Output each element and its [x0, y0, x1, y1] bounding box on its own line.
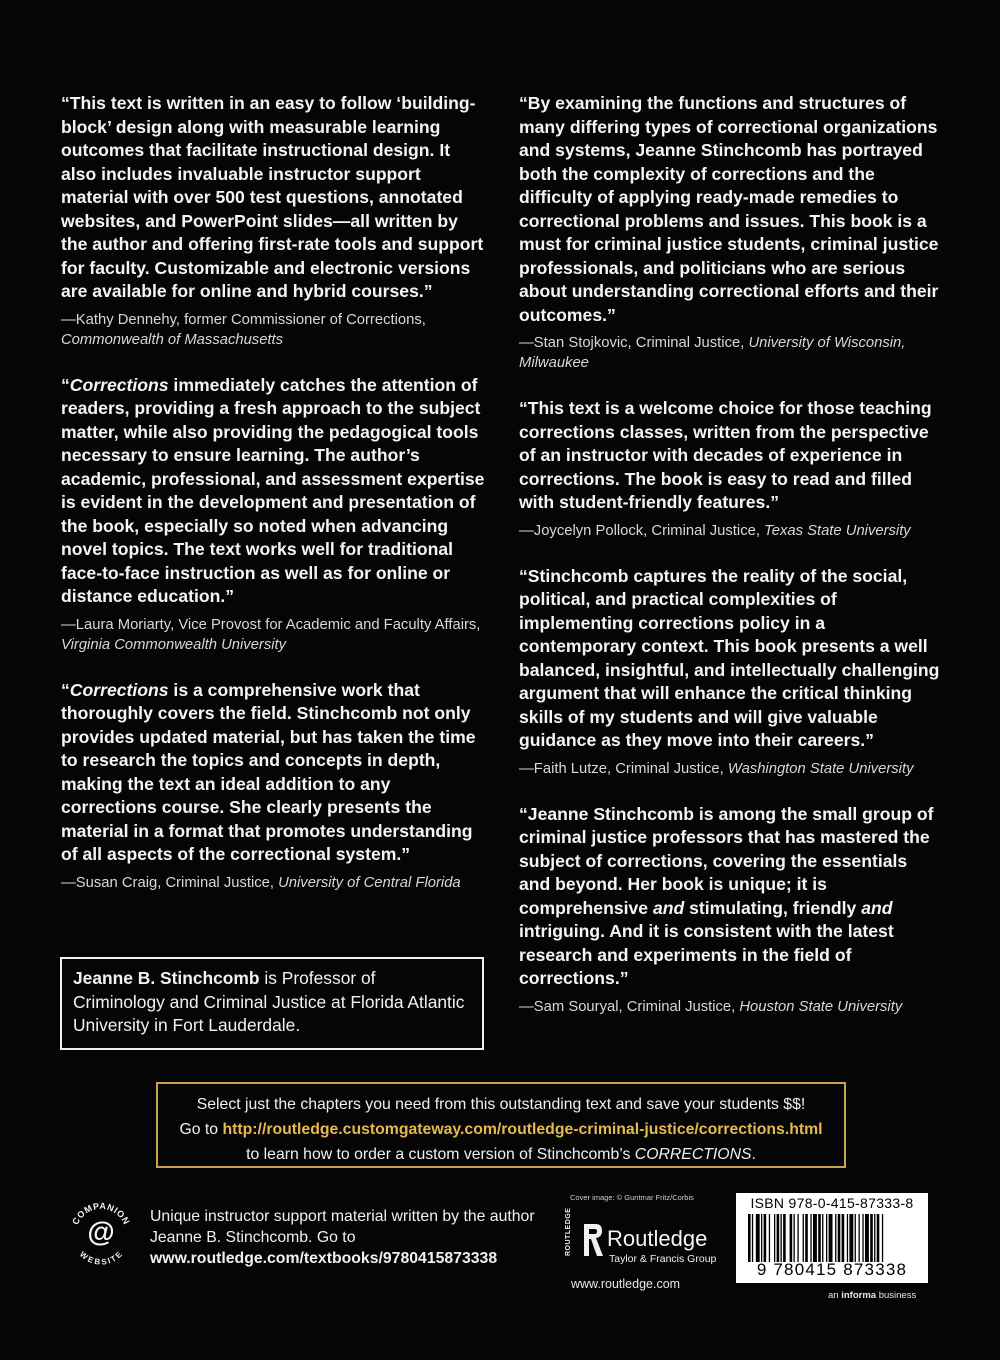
barcode-bar: [835, 1214, 836, 1262]
barcode-bar: [870, 1214, 873, 1262]
companion-text: Unique instructor support material written by the author Jeanne B. Stinchcomb. Go to www.routledge.com/textbooks/9780415873338: [150, 1208, 535, 1267]
barcode-bar: [847, 1214, 848, 1262]
attribution-stojkovic: —Stan Stojkovic, Criminal Justice, University of Wisconsin, Milwaukee: [519, 335, 906, 371]
attribution-craig: —Susan Craig, Criminal Justice, University of Central Florida: [61, 874, 461, 891]
barcode-bar: [838, 1214, 841, 1262]
barcode-bar: [794, 1214, 795, 1262]
at-sign-icon: @: [87, 1216, 115, 1247]
left-column: [61, 92, 486, 917]
barcode-bar: [805, 1214, 808, 1262]
barcode-bar: [874, 1214, 875, 1262]
attribution-lutze: —Faith Lutze, Criminal Justice, Washington State University: [519, 760, 914, 777]
quote-souryal: “Jeanne Stinchcomb is among the small group of criminal justice professors that has mastered the subject of corrections, covering the essentials and beyond. Her book is unique; it is comprehensive and stimulating, friendly and intriguing. And it is consistent with the latest research and experiments in the field of corrections.”: [519, 803, 934, 988]
barcode-bar: [849, 1214, 853, 1262]
barcode-bar: [842, 1214, 845, 1262]
barcode-bar: [865, 1214, 869, 1262]
cover-credit: Cover image: © Guntmar Fritz/Corbis: [570, 1193, 694, 1202]
barcode-bar: [803, 1214, 804, 1262]
barcode-bar: [781, 1214, 782, 1262]
barcode-bar: [810, 1214, 811, 1262]
custom-line-1: Select just the chapters you need from this outstanding text and save your students $$!: [196, 1096, 806, 1113]
companion-badge-top-text: COMPANION: [70, 1200, 132, 1227]
attribution-dennehy: —Kathy Dennehy, former Commissioner of Corrections, Commonwealth of Massachusetts: [61, 311, 426, 348]
barcode-bar: [756, 1214, 760, 1262]
barcode-bar: [877, 1214, 880, 1262]
barcode-bar: [862, 1214, 863, 1262]
isbn-label: ISBN 978-0-415-87333-8: [750, 1195, 914, 1211]
isbn-barcode: [736, 1193, 928, 1283]
barcode-bar: [764, 1214, 767, 1262]
attribution-pollock: —Joycelyn Pollock, Criminal Justice, Texas State University: [519, 522, 911, 539]
companion-url[interactable]: www.routledge.com/textbooks/9780415873338: [150, 1250, 498, 1267]
publisher-name: Routledge: [607, 1226, 708, 1251]
barcode-bar: [761, 1214, 762, 1262]
quote-dennehy: “This text is written in an easy to follow ‘building-block’ design along with measurable learning outcomes that facilitate instructional design. It also includes invaluable instructor support material with over 500 test questions, annotated websites, and PowerPoint slides—all written by the author and offering first-rate tools and support for faculty. Customizable and electronic versions are available for online and hybrid courses.”: [61, 93, 484, 301]
barcode-bar: [829, 1214, 833, 1262]
barcode-bar: [790, 1214, 793, 1262]
custom-line-2: Go to http://routledge.customgateway.com/routledge-criminal-justice/corrections.html: [179, 1121, 823, 1138]
barcode-bar: [769, 1214, 770, 1262]
barcode-bar: [783, 1214, 786, 1262]
barcode-bar: [777, 1214, 780, 1262]
barcode-bar: [826, 1214, 827, 1262]
right-column: [519, 92, 943, 1041]
barcode-bar: [748, 1214, 751, 1262]
isbn-digits: 9 780415 873338: [756, 1260, 908, 1279]
barcode-bar: [813, 1214, 817, 1262]
author-bio-box: [60, 957, 484, 1050]
publisher-group: Taylor & Francis Group: [609, 1253, 717, 1265]
informa-business: an informa business: [828, 1290, 917, 1301]
quote-moriarty: “Corrections immediately catches the attention of readers, providing a fresh approach to the subject matter, while also providing the pedagogical tools necessary to ensure learning. The author’s academic, professional, and assessment expertise is evident in the development and presentation of the book, especially so noted when advancing novel topics. The text works well for traditional face-to-face instruction as well as for online or distance education.”: [61, 374, 485, 606]
author-name: Jeanne B. Stinchcomb: [73, 968, 260, 988]
barcode-icon: [748, 1214, 920, 1262]
barcode-bar: [752, 1214, 753, 1262]
quote-lutze: “Stinchcomb captures the reality of the social, political, and practical complexities of implementing corrections policy in a contemporary context. This book presents a well balanced, insightful, and intellectually challenging argument that will enhance the critical thinking skills of my students and will give valuable guidance as they move into their careers.”: [519, 565, 940, 750]
attribution-moriarty: —Laura Moriarty, Vice Provost for Academic and Faculty Affairs, Virginia Commonwealth University: [61, 616, 481, 653]
barcode-bar: [882, 1214, 883, 1262]
barcode-bar: [855, 1214, 856, 1262]
routledge-logo-icon: [582, 1222, 604, 1258]
custom-line-3: to learn how to order a custom version of Stinchcomb’s CORRECTIONS.: [246, 1146, 756, 1163]
quote-pollock: “This text is a welcome choice for those teaching corrections classes, written from the perspective of an instructor with decades of experience in corrections. The book is easy to read and filled with student-friendly features.”: [519, 398, 932, 512]
custom-version-box: [156, 1082, 846, 1168]
companion-website-badge-icon: [66, 1196, 136, 1266]
barcode-bar: [797, 1214, 798, 1262]
author-bio: is Professor of Criminology and Criminal Justice at Florida Atlantic University in Fort Lauderdale.: [73, 968, 465, 1035]
barcode-bar: [818, 1214, 821, 1262]
custom-gateway-link[interactable]: http://routledge.customgateway.com/routledge-criminal-justice/corrections.html: [222, 1121, 823, 1138]
companion-badge-bottom-text: WEBSITE: [77, 1249, 125, 1266]
barcode-bar: [859, 1214, 860, 1262]
publisher-url[interactable]: www.routledge.com: [571, 1277, 681, 1291]
routledge-vertical-text: ROUTLEDGE: [565, 1207, 572, 1256]
barcode-bar: [774, 1214, 775, 1262]
barcode-bar: [822, 1214, 823, 1262]
attribution-souryal: —Sam Souryal, Criminal Justice, Houston State University: [519, 998, 903, 1015]
quote-stojkovic: “By examining the functions and structures of many differing types of correctional organizations and systems, Jeanne Stinchcomb has portrayed both the complexity of corrections and the difficulty of applying ready-made remedies to correctional problems and issues. This book is a must for criminal justice students, criminal justice professionals, and politicians who are serious about understanding correctional efforts and their outcomes.”: [519, 93, 939, 325]
quote-craig: “Corrections is a comprehensive work that thoroughly covers the field. Stinchcomb not only provides updated material, but has taken the time to research the topics and concepts in depth, making the text an ideal addition to any corrections course. She clearly presents the material in a format that promotes understanding of all aspects of the correctional system.”: [61, 679, 476, 864]
